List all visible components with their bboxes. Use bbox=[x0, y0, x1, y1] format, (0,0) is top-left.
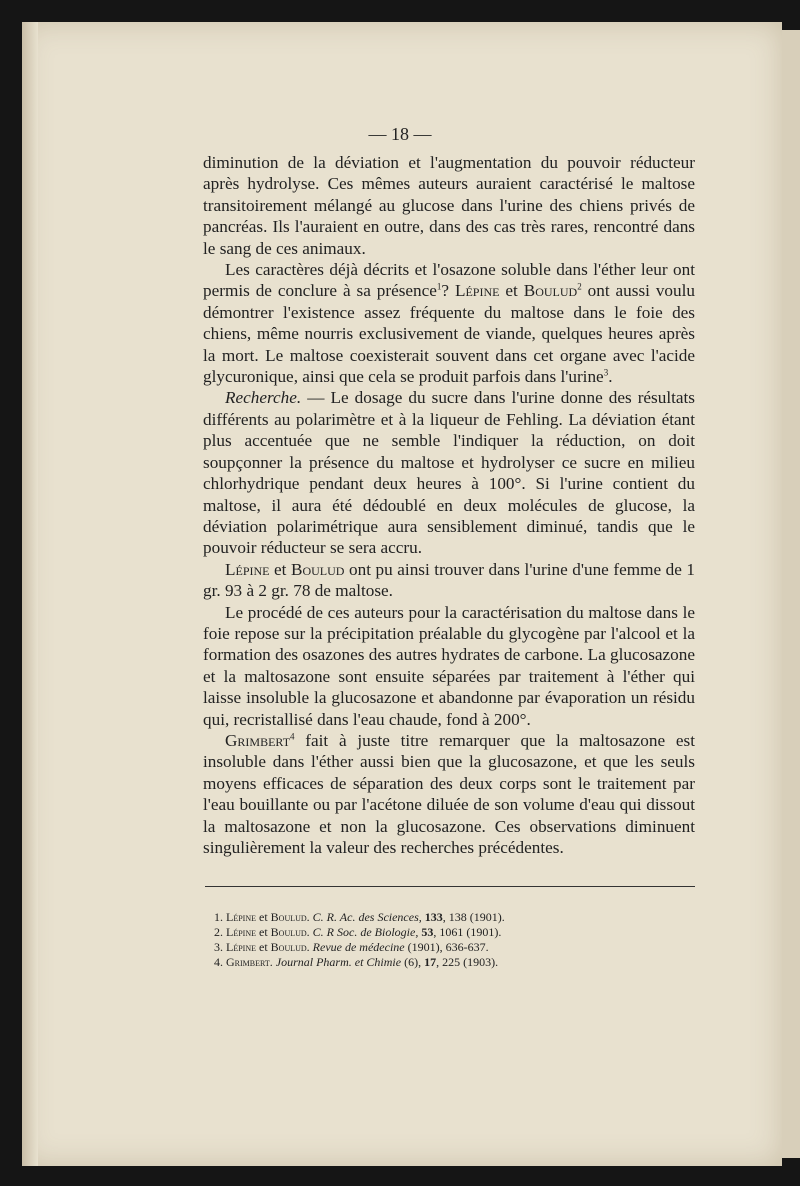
author-name: Boulud bbox=[291, 559, 345, 579]
footnote-rest: , 1061 (1901). bbox=[433, 925, 502, 939]
footnote-volume: 17 bbox=[424, 955, 437, 969]
footnote-ref: 4 bbox=[290, 731, 295, 742]
footnote-author: Boulud bbox=[270, 910, 307, 924]
footnote-2: 2. Lépine et Boulud. C. R Soc. de Biologie, 53, 1061 (1901). bbox=[214, 925, 502, 939]
text-run: fait à juste titre remarquer que la maltosazone est insoluble dans l'éther aussi bien que la glucosazone, et que les seuls moyens efficaces de séparation des deux corps sont le traitement par l'eau bouillante ou par l'acétone diluée de son volume d'eau qui dissout la maltosazone et non la glucosazone. Ces observations diminuent singulièrement la valeur des recherches précédentes. bbox=[203, 730, 695, 857]
footnote-rest: , 225 (1903). bbox=[436, 955, 499, 969]
footnote-ref: 3 bbox=[603, 367, 609, 378]
footnote-author: Boulud bbox=[270, 925, 307, 939]
text-run: et bbox=[256, 910, 271, 924]
author-name: Lépine bbox=[454, 281, 500, 301]
paragraph-5: Le procédé de ces auteurs pour la caractérisation du maltose dans le foie repose sur la précipitation préalable du glycogène par l'alcool et la formation des osazones des autres hydrates de carbone. La glucosazone et la maltosazone sont ensuite séparées par traitement à l'éther qui laisse insoluble la glucosazone et abandonne par évaporation un résidu qui, recristallisé dans l'eau chaude, fond à 200°. bbox=[203, 602, 695, 729]
footnote-source: Revue de médecine bbox=[312, 940, 405, 954]
footnote-3: 3. Lépine et Boulud. Revue de médecine (1901), 636-637. bbox=[214, 940, 489, 954]
author-name: Grimbert bbox=[225, 730, 291, 750]
page-spine-shadow bbox=[22, 22, 38, 1166]
footnote-author: Boulud bbox=[270, 940, 307, 954]
text-run: ont pu ainsi trouver dans l'urine d'une femme de 1 gr. 93 à 2 gr. 78 de maltose. bbox=[203, 559, 695, 601]
footnote-ref: 1 bbox=[436, 281, 442, 292]
footnote-ref: 2 bbox=[577, 281, 582, 292]
footnote-divider bbox=[205, 886, 695, 887]
text-run: et bbox=[256, 925, 271, 939]
author-name: Lépine bbox=[225, 559, 270, 579]
text-run: ? bbox=[441, 281, 455, 301]
text-run: et bbox=[499, 281, 524, 301]
footnote-number: 1. bbox=[214, 910, 223, 924]
footnote-source: Journal Pharm. et Chimie bbox=[275, 955, 402, 969]
footnote-author: Lépine bbox=[226, 925, 256, 939]
paragraph-1: diminution de la déviation et l'augmentation du pouvoir réducteur après hydrolyse. Ces mêmes auteurs auraient caractérisé le maltose transitoirement mélangé au glucose dans l'urine des chiens privés de pancréas. Ils l'auraient en outre, dans des cas très rares, rencontré dans le sang de ces animaux. bbox=[203, 153, 695, 258]
footnote-series: (6), bbox=[401, 955, 425, 969]
footnote-number: 3. bbox=[214, 940, 223, 954]
author-name: Boulud bbox=[523, 281, 578, 301]
text-run: ont aussi voulu démontrer l'existence assez fréquente du maltose dans le foie des chiens, même nourris exclusivement de viande, quelques heures après la mort. Le maltose coexisterait souvent dans cet organe avec l'acide glycuronique, ainsi que cela se produit parfois dans l'urine bbox=[203, 281, 695, 387]
footnote-number: 2. bbox=[214, 925, 223, 939]
footnote-author: Lépine bbox=[226, 910, 256, 924]
footnote-author: Lépine bbox=[226, 940, 256, 954]
section-heading: Recherche. bbox=[225, 388, 302, 408]
paragraph-2 bbox=[203, 259, 695, 387]
paragraph-6 bbox=[203, 730, 695, 858]
text-run: Les caractères déjà décrits et l'osazone soluble dans l'éther leur ont permis de conclure à sa présence bbox=[203, 260, 695, 301]
footnotes bbox=[214, 910, 694, 970]
text-run: et bbox=[256, 940, 271, 954]
footnote-author: Grimbert bbox=[226, 955, 270, 969]
text-run: . bbox=[608, 367, 613, 387]
footnote-volume: 53 bbox=[421, 925, 434, 939]
text-run: et bbox=[269, 559, 292, 579]
body-text bbox=[203, 152, 695, 858]
text-run: — Le dosage du sucre dans l'urine donne des résultats différents au polarimètre et à la liqueur de Fehling. La déviation étant plus accentuée que ne semble l'indiquer la réduction, on doit soupçonner la présence du maltose et hydrolyser ce sucre en milieu chlorhydrique pendant deux heures à 100°. Si l'urine contient du maltose, il aura été dédoublé en deux molécules de glucose, la déviation polarimétrique aura sensiblement diminué, tandis que le pouvoir réducteur se sera accru. bbox=[203, 388, 695, 558]
paragraph-4 bbox=[203, 559, 695, 602]
page-number: — 18 — bbox=[368, 124, 432, 144]
footnote-source: C. R Soc. de Biologie, bbox=[312, 925, 419, 939]
footnote-volume: 133 bbox=[424, 910, 443, 924]
footnote-source: C. R. Ac. des Sciences, bbox=[312, 910, 422, 924]
footnote-4: 4. Grimbert. Journal Pharm. et Chimie (6), 17, 225 (1903). bbox=[214, 955, 499, 969]
footnote-rest: , 138 (1901). bbox=[442, 910, 505, 924]
paragraph-3 bbox=[203, 387, 695, 558]
footnote-rest: (1901), 636-637. bbox=[404, 940, 489, 954]
footnote-1: 1. Lépine et Boulud. C. R. Ac. des Sciences, 133, 138 (1901). bbox=[214, 910, 505, 924]
footnote-number: 4. bbox=[214, 955, 223, 969]
